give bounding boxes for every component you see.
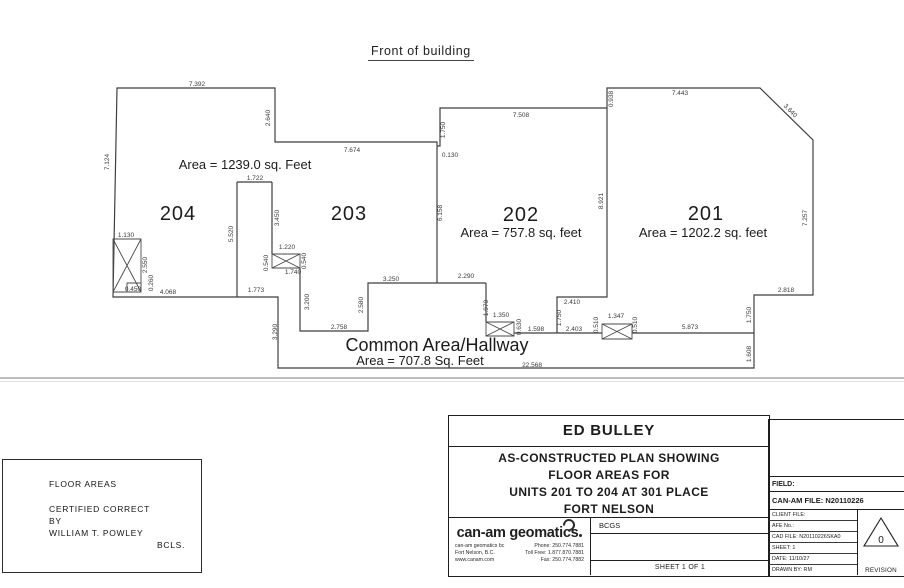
plan-title-line: UNITS 201 TO 204 AT 301 PLACE xyxy=(509,485,709,499)
info-column xyxy=(768,419,904,577)
dimension-label: 1.773 xyxy=(247,287,265,294)
dimension-label: 7.674 xyxy=(343,147,361,154)
revision-cell xyxy=(858,510,904,575)
dimension-label: 0.540 xyxy=(301,252,308,270)
certification-heading: FLOOR AREAS xyxy=(49,479,117,489)
dimension-label: 0.510 xyxy=(593,316,600,334)
file-info-rows xyxy=(769,510,858,575)
unit-number-label: 202 xyxy=(502,204,540,226)
page-divider-line xyxy=(0,377,904,379)
common-area-label: Common Area/Hallway xyxy=(345,335,529,355)
certification-line: CERTIFIED CORRECT xyxy=(49,504,150,514)
canam-file-number: CAN-AM FILE: N20110226 xyxy=(769,492,904,510)
client-name: ED BULLEY xyxy=(449,416,769,447)
certification-box xyxy=(2,459,202,573)
page-divider-line-2 xyxy=(0,381,904,382)
dimension-label: 1.722 xyxy=(246,175,264,182)
plan-title xyxy=(449,447,769,518)
company-wordmark: can-am geomatics xyxy=(456,525,579,541)
dimension-label: 0.938 xyxy=(608,90,615,108)
afe-number-row: AFE No.: xyxy=(769,521,857,532)
cad-file-row: CAD FILE: N20110226SKA0 xyxy=(769,532,857,543)
dimension-label: 7.257 xyxy=(802,209,809,227)
dimension-label: 0.540 xyxy=(263,254,270,272)
dimension-label: 2.550 xyxy=(142,256,149,274)
certification-statement xyxy=(49,503,201,551)
dimension-label: 2.818 xyxy=(777,287,795,294)
area-label: Area = 757.8 sq. feet xyxy=(460,225,582,240)
field-label: FIELD: xyxy=(769,477,904,492)
dimension-label: 0.630 xyxy=(516,318,523,336)
company-logo xyxy=(449,526,590,540)
dimension-label: 1.740 xyxy=(284,269,302,276)
dimension-label: 0.260 xyxy=(148,274,155,292)
dimension-label: 1.970 xyxy=(483,299,490,317)
dimension-label: 8.921 xyxy=(598,192,605,210)
unit-and-area-labels xyxy=(160,157,768,368)
dimension-label: 1.220 xyxy=(278,244,296,251)
company-website: www.canam.com xyxy=(455,557,495,563)
dimension-label: 1.347 xyxy=(607,313,625,320)
dimension-label: 6.158 xyxy=(437,204,444,222)
dimension-label: 3.450 xyxy=(274,209,281,227)
fax-number: Fax: 250.774.7882 xyxy=(540,557,584,563)
phone-number: Phone: 250.774.7881 xyxy=(534,543,584,549)
sheet-row: SHEET: 1 xyxy=(769,543,857,554)
dimension-label: 5.520 xyxy=(228,225,235,243)
dimension-label: 5.873 xyxy=(681,324,699,331)
dimension-label: 0.130 xyxy=(441,152,459,159)
dimension-label: 22.568 xyxy=(522,362,542,369)
empty-field-cell xyxy=(769,420,904,477)
dimension-label: 1.598 xyxy=(527,326,545,333)
dimension-label: 3.200 xyxy=(304,293,311,311)
dimension-label: 1.130 xyxy=(117,232,135,239)
plan-title-line: FORT NELSON xyxy=(563,502,655,516)
dimension-label: 2.580 xyxy=(358,296,365,314)
dimension-label: 3.640 xyxy=(781,102,799,120)
dimension-label: 7.392 xyxy=(188,81,206,88)
dimension-label: 1.750 xyxy=(746,306,753,324)
revision-number: 0 xyxy=(878,535,884,546)
dimension-label: 2.758 xyxy=(330,324,348,331)
plan-title-line: AS-CONSTRUCTED PLAN SHOWING xyxy=(498,451,720,465)
dimension-label: 3.290 xyxy=(272,323,279,341)
dimension-label: 1.750 xyxy=(556,309,563,327)
plan-title-line: FLOOR AREAS FOR xyxy=(548,468,670,482)
dimension-label: 0.450 xyxy=(124,286,142,293)
title-block xyxy=(448,415,770,577)
tollfree-number: Toll Free: 1.877.870.7881 xyxy=(525,550,584,556)
sheet-note: SHEET 1 OF 1 xyxy=(654,564,706,571)
revision-triangle-icon xyxy=(860,516,902,550)
company-contact xyxy=(455,543,584,564)
area-label: Area = 1202.2 sq. feet xyxy=(638,225,768,240)
company-city: Fort Nelson, B.C. xyxy=(455,550,495,556)
dimension-label: 2.410 xyxy=(563,299,581,306)
dimension-label: 3.250 xyxy=(382,276,400,283)
dimension-label: 1.608 xyxy=(746,345,753,363)
dimension-label: 0.510 xyxy=(632,316,639,334)
bcgs-cell: BCGS xyxy=(591,518,769,534)
dimension-label: 7.124 xyxy=(104,153,111,171)
area-label: Area = 1239.0 sq. Feet xyxy=(178,157,312,172)
dimension-label: 2.640 xyxy=(265,109,272,127)
area-label: Area = 707.8 Sq. Feet xyxy=(356,353,484,368)
dimension-label: 7.508 xyxy=(512,112,530,119)
client-file-row: CLIENT FILE: xyxy=(769,510,857,521)
front-of-building-label: Front of building xyxy=(368,44,474,61)
dimension-label: 2.403 xyxy=(565,326,583,333)
dimension-label: 7.443 xyxy=(671,90,689,97)
empty-cell xyxy=(591,534,769,561)
company-line: can-am geomatics bc xyxy=(455,543,505,549)
unit-number-label: 204 xyxy=(159,203,197,225)
unit-number-label: 203 xyxy=(330,203,368,225)
date-row: DATE: 11/10/27 xyxy=(769,554,857,565)
certification-credential: BCLS. xyxy=(157,540,186,550)
drawn-by-row: DRAWN BY: RM xyxy=(772,567,812,573)
company-logo-cell xyxy=(449,518,591,575)
unit-number-label: 201 xyxy=(687,203,725,225)
dimension-label: 1.750 xyxy=(440,121,447,139)
certification-line: BY xyxy=(49,516,62,526)
revision-label: REVISION xyxy=(865,567,897,574)
logo-dot-icon xyxy=(579,534,582,537)
dimension-label: 4.068 xyxy=(159,289,177,296)
certification-line: WILLIAM T. POWLEY xyxy=(49,528,144,538)
crossed-boxes xyxy=(113,239,632,339)
dimension-label: 2.290 xyxy=(457,273,475,280)
dimension-label: 1.350 xyxy=(492,312,510,319)
